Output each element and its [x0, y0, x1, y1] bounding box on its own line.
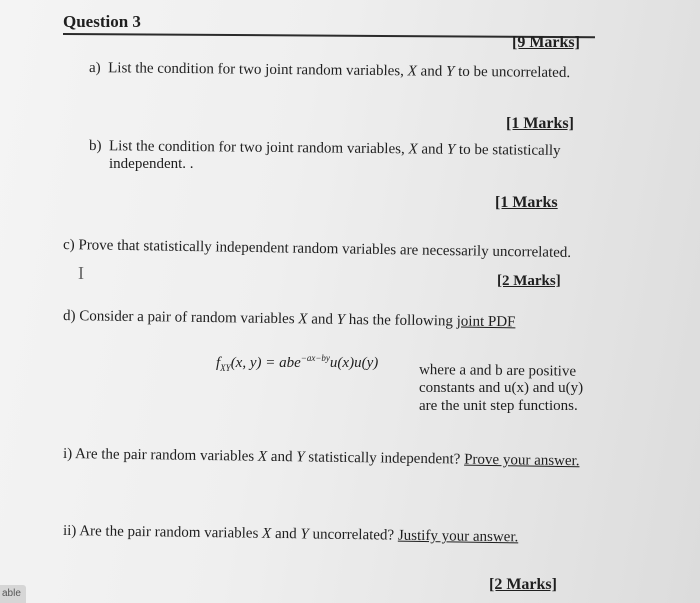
where-line-3: are the unit step functions. [419, 398, 578, 414]
var-y: Y [445, 63, 455, 80]
question-title: Question 3 [63, 12, 141, 31]
sub-i-text: i) Are the pair random variables [62, 446, 255, 465]
var-x: X [257, 448, 268, 465]
var-y: Y [446, 141, 456, 158]
formula-tail: u(x)u(y) [329, 355, 379, 371]
and-text: and [420, 63, 443, 80]
formula-body: (x, y) = abe [230, 355, 301, 371]
formula-sub: XY [220, 363, 231, 373]
sub-ii-text-2: uncorrelated? [312, 526, 395, 544]
part-a-text: List the condition for two joint random variables, [108, 60, 405, 80]
part-d-intro [63, 308, 516, 331]
and-text: and [270, 448, 293, 466]
var-y: Y [336, 311, 346, 328]
part-d-label: d) [62, 308, 76, 325]
and-text: and [421, 141, 444, 158]
part-d-sub-i [63, 446, 580, 470]
part-a-label: a) [88, 60, 101, 77]
where-line-2: constants and u(x) and u(y) [419, 380, 584, 396]
var-x: X [298, 311, 308, 328]
sidebar-tab[interactable]: able [0, 585, 26, 603]
var-x: X [261, 525, 272, 542]
and-text: and [274, 525, 297, 543]
sub-i-text-2: statistically independent? [308, 449, 461, 468]
var-x: X [408, 141, 418, 158]
formula-f: f [216, 355, 221, 371]
part-b-marks: [1 Marks [495, 194, 558, 211]
total-marks: [9 Marks] [512, 34, 580, 51]
part-b-label: b) [88, 138, 102, 155]
pdf-formula [216, 350, 378, 377]
part-c-text: Prove that statistically independent random variables are necessarily uncorrelated. [78, 237, 572, 261]
part-d-marks: [2 Marks] [489, 576, 557, 593]
formula-exponent: −ax−by [300, 353, 330, 363]
part-b-text: List the condition for two joint random variables, [108, 138, 405, 158]
part-c-question [63, 237, 571, 262]
part-a-question [89, 60, 570, 82]
part-c-marks: [2 Marks] [497, 273, 561, 289]
part-a-marks: [1 Marks] [506, 115, 574, 132]
var-x: X [407, 63, 417, 80]
part-d-intro-text: Consider a pair of random variables [79, 308, 295, 328]
where-line-1: where a and b are positive [418, 362, 577, 380]
var-y: Y [296, 449, 305, 466]
joint-pdf-link: joint PDF [456, 313, 516, 331]
part-c-label: c) [62, 237, 75, 254]
justify-answer-link: Justify your answer. [397, 527, 519, 546]
var-y: Y [300, 526, 309, 543]
text-cursor-icon: I [78, 263, 84, 283]
part-a-text-end: to be uncorrelated. [458, 63, 571, 82]
part-b-question-line2: independent. . [109, 156, 194, 172]
part-b-text-end: to be statistically [458, 141, 561, 159]
part-d-sub-ii [63, 523, 519, 546]
part-d-intro-mid: has the following [348, 311, 454, 330]
sub-ii-text: ii) Are the pair random variables [62, 523, 259, 542]
prove-answer-link: Prove your answer. [464, 451, 580, 470]
and-text: and [311, 311, 334, 328]
